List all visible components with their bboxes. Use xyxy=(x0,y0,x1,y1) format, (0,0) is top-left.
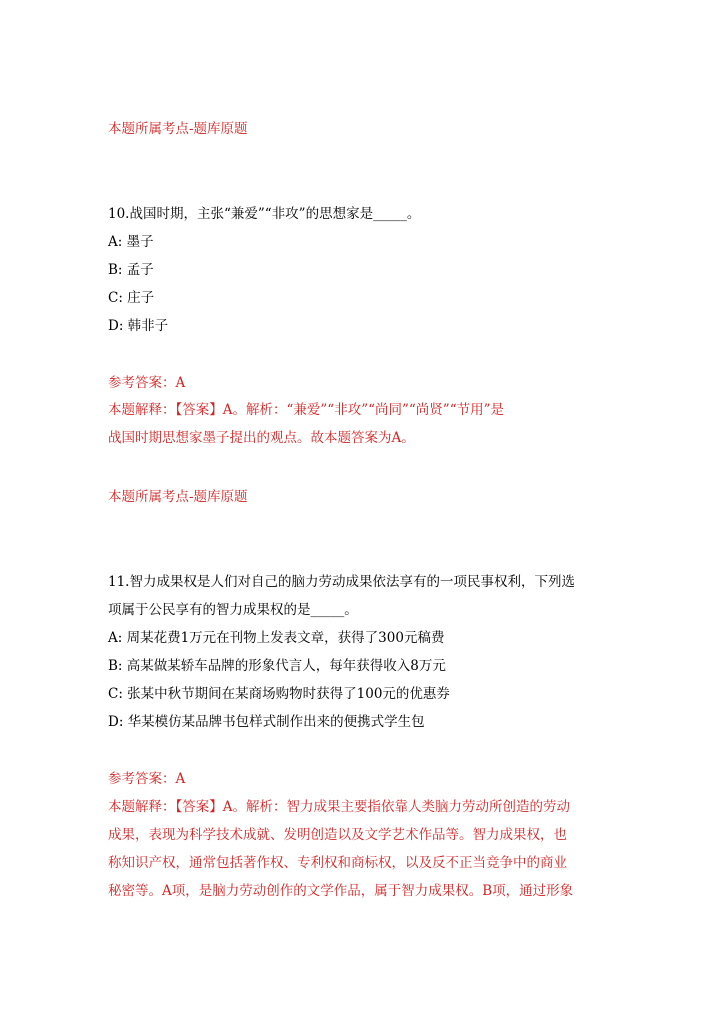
question-10-explanation-line-1: 本题解释：【答案】A。解析：“兼爱”“非攻”“尚同”“尚贤”“节用”是 xyxy=(108,402,505,418)
question-10-stem: 10.战国时期，主张“兼爱”“非攻”的思想家是_____。 xyxy=(108,206,421,222)
question-11-option-b: B: 高某做某轿车品牌的形象代言人，每年获得收入8万元 xyxy=(108,658,446,674)
question-11-option-c: C: 张某中秋节期间在某商场购物时获得了100元的优惠券 xyxy=(108,686,450,702)
question-10-option-a: A: 墨子 xyxy=(108,234,154,250)
question-10-option-c: C: 庄子 xyxy=(108,290,155,306)
question-11-explanation-line-4: 秘密等。A项，是脑力劳动创作的文学作品，属于智力成果权。B项，通过形象 xyxy=(108,883,574,899)
question-11-option-a: A: 周某花费1万元在刊物上发表文章，获得了300元稿费 xyxy=(108,630,445,646)
question-10-answer: 参考答案：A xyxy=(108,375,186,391)
question-11-stem-line-1: 11.智力成果权是人们对自己的脑力劳动成果依法享有的一项民事权利，下列选 xyxy=(108,574,575,590)
question-10-option-d: D: 韩非子 xyxy=(108,318,169,334)
question-11-explanation-line-3: 称知识产权，通常包括著作权、专利权和商标权，以及反不正当竞争中的商业 xyxy=(108,855,567,871)
question-10-source-label: 本题所属考点-题库原题 xyxy=(108,489,248,505)
question-11-option-d: D: 华某模仿某品牌书包样式制作出来的便携式学生包 xyxy=(108,714,425,730)
question-11-explanation-line-1: 本题解释：【答案】A。解析：智力成果主要指依靠人类脑力劳动所创造的劳动 xyxy=(108,799,570,815)
question-11-explanation-line-2: 成果，表现为科学技术成就、发明创造以及文学艺术作品等。智力成果权，也 xyxy=(108,827,567,843)
question-11-stem-line-2: 项属于公民享有的智力成果权的是_____。 xyxy=(108,602,358,618)
source-label: 本题所属考点-题库原题 xyxy=(108,121,248,137)
question-11-answer: 参考答案：A xyxy=(108,771,186,787)
question-10-explanation-line-2: 战国时期思想家墨子提出的观点。故本题答案为A。 xyxy=(108,430,415,446)
question-10-option-b: B: 孟子 xyxy=(108,262,154,278)
